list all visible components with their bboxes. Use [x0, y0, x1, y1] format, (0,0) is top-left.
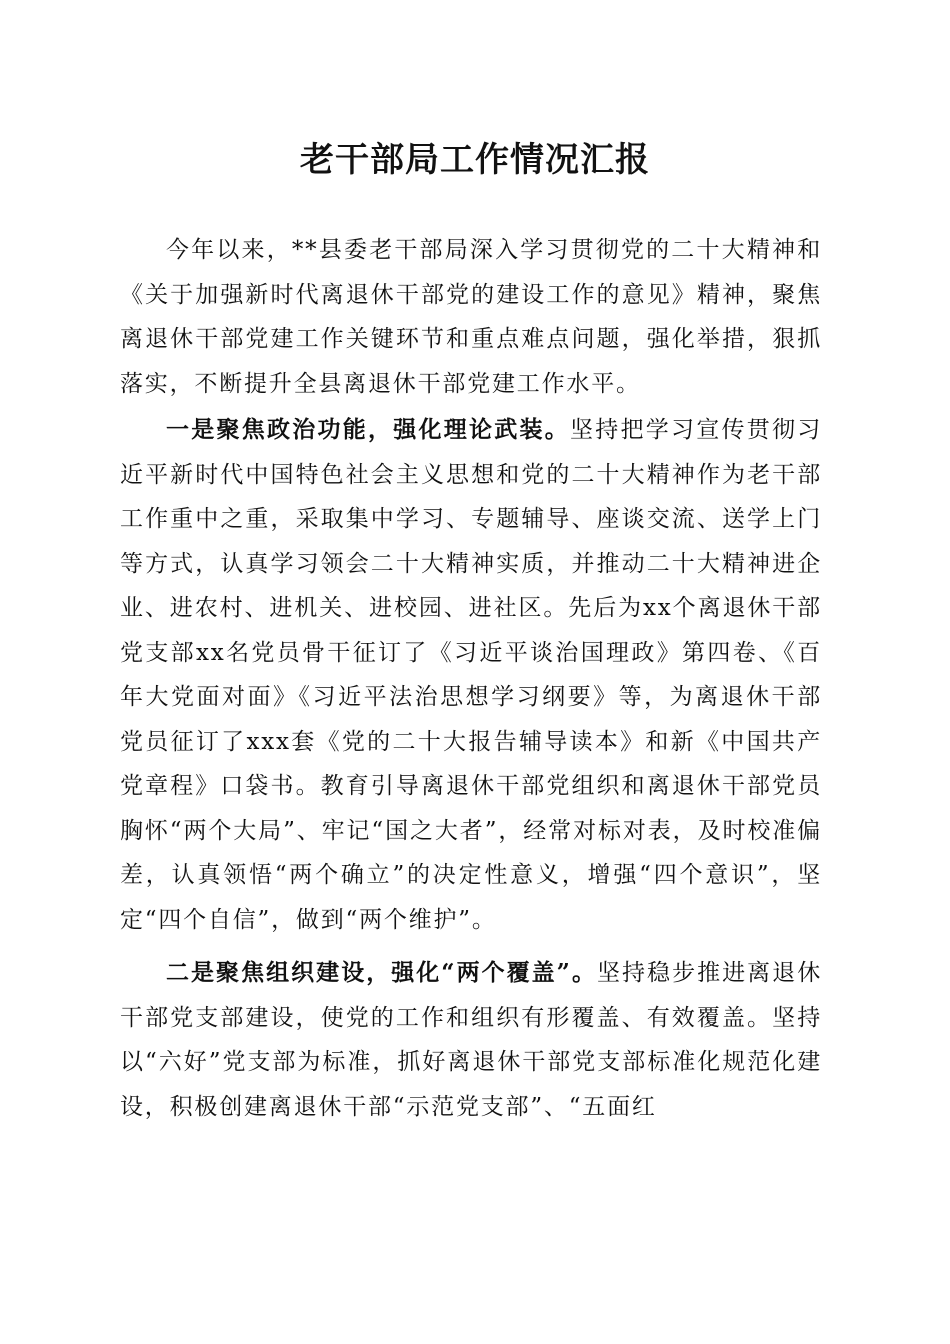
paragraph-organization: [120, 951, 822, 1129]
document-body: [120, 228, 822, 1129]
paragraph-intro: [120, 228, 822, 406]
paragraph-lead: 一是聚焦政治功能，强化理论武装。: [166, 416, 570, 443]
paragraph-text: 今年以来，**县委老干部局深入学习贯彻党的二十大精神和《关于加强新时代离退休干部党的建设工作的意见》精神，聚焦离退休干部党建工作关键环节和重点难点问题，强化举措，狠抓落实，不断提升全县离退休干部党建工作水平。: [120, 237, 822, 397]
paragraph-lead: 二是聚焦组织建设，强化“两个覆盖”。: [166, 959, 597, 986]
paragraph-text: 坚持稳步推进离退休干部党支部建设，使党的工作和组织有形覆盖、有效覆盖。坚持以“六好”党支部为标准，抓好离退休干部党支部标准化规范化建设，积极创建离退休干部“示范党支部”、“五面红: [120, 960, 823, 1120]
paragraph-political-function: [120, 408, 822, 942]
document-title: 老干部局工作情况汇报: [300, 140, 650, 180]
paragraph-text: 坚持把学习宣传贯彻习近平新时代中国特色社会主义思想和党的二十大精神作为老干部工作重中之重，采取集中学习、专题辅导、座谈交流、送学上门等方式，认真学习领会二十大精神实质，并推动二十大精神进企业、进农村、进机关、进校园、进社区。先后为xx个离退休干部党支部xx名党员骨干征订了《习近平谈治国理政》第四卷、《百年大党面对面》《习近平法治思想学习纲要》等，为离退休干部党员征订了xxx套《党的二十大报告辅导读本》和新《中国共产党章程》口袋书。教育引导离退休干部党组织和离退休干部党员胸怀“两个大局”、牢记“国之大者”，经常对标对表，及时校准偏差，认真领悟“两个确立”的决定性意义，增强“四个意识”，坚定“四个自信”，做到“两个维护”。: [120, 417, 822, 933]
